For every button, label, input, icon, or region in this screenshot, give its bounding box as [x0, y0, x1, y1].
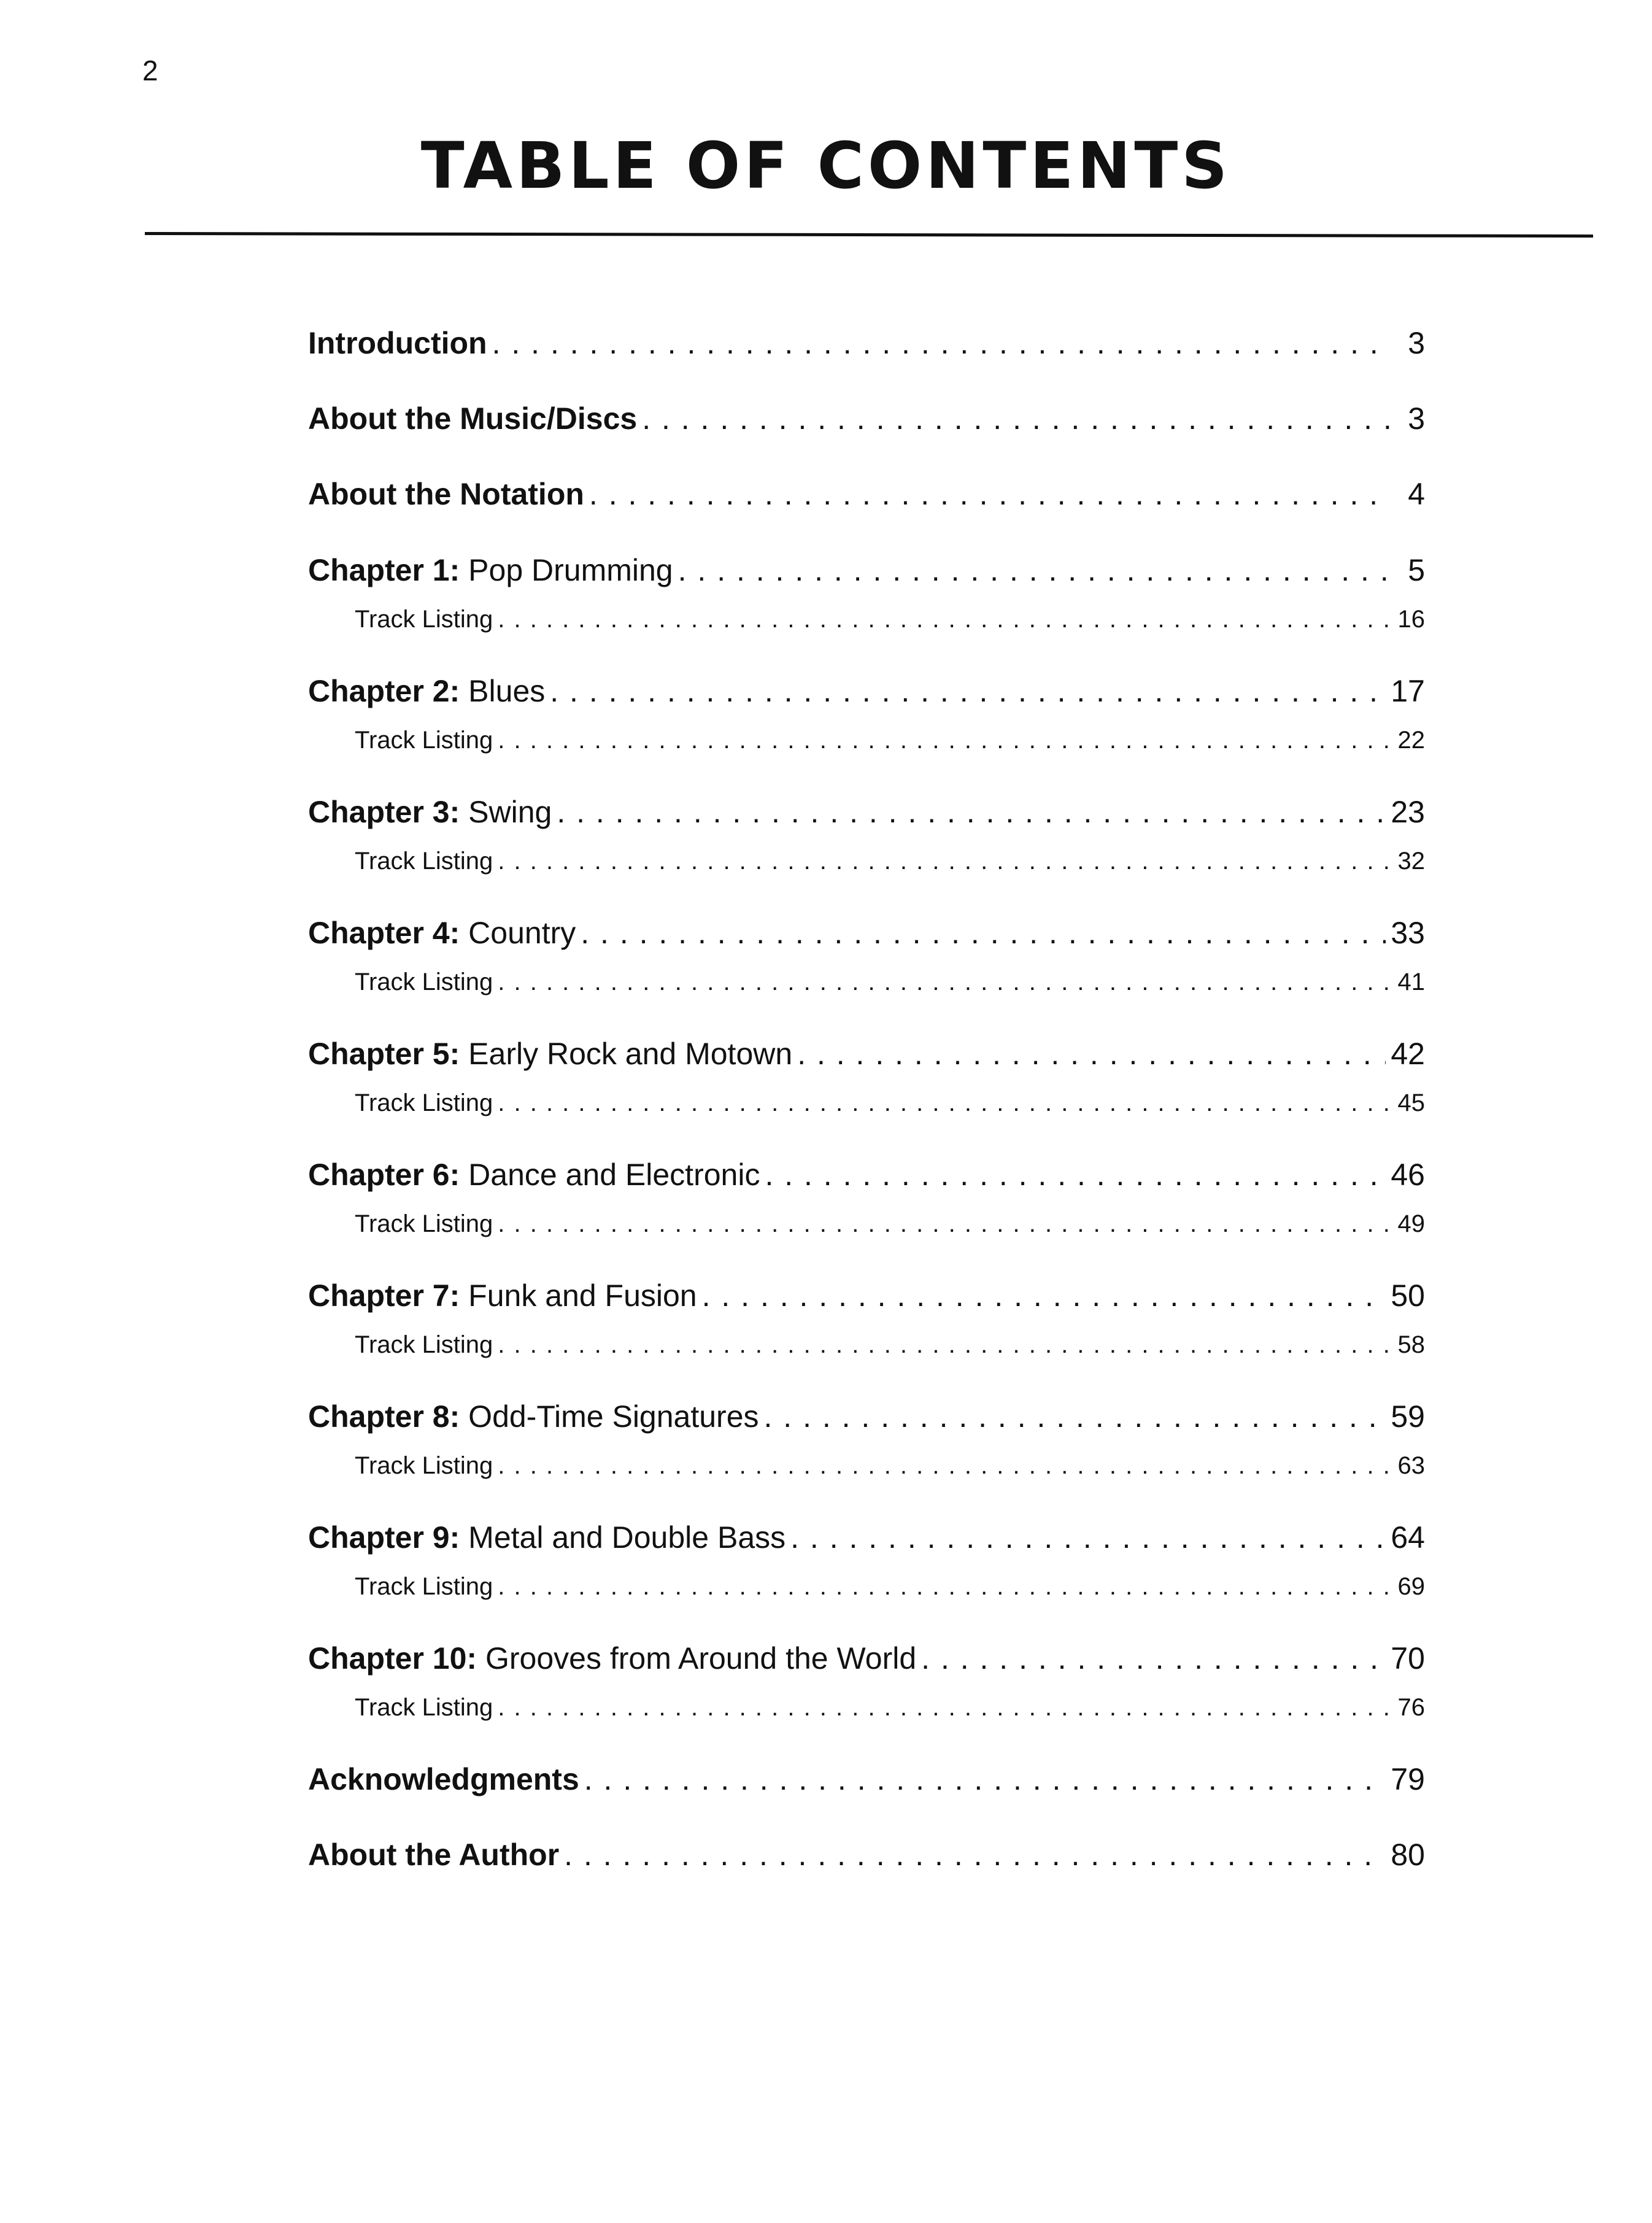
- chapter-number: Chapter 7:: [308, 1278, 460, 1313]
- toc-entry-page: 45: [1397, 1089, 1425, 1116]
- dot-leaders: [581, 915, 1386, 951]
- toc-entry-chapter-6-tracks[interactable]: [355, 1206, 1425, 1238]
- toc-entry-label: Track Listing: [355, 1089, 493, 1116]
- toc-entry-page: 64: [1391, 1520, 1425, 1555]
- toc-entry-about-notation[interactable]: [308, 470, 1425, 512]
- toc-entry-label: Blues: [468, 674, 546, 708]
- toc-entry-label: Swing: [468, 795, 552, 829]
- toc-entry-page: 22: [1397, 727, 1425, 754]
- toc-entry-chapter-6[interactable]: [308, 1151, 1425, 1193]
- toc-entry-label: Track Listing: [355, 968, 493, 996]
- toc-entry-label: About the Author: [308, 1838, 560, 1872]
- dot-leaders: [797, 1036, 1386, 1072]
- dot-leaders: [589, 476, 1389, 512]
- toc-entry-page: 5: [1408, 553, 1425, 587]
- dot-leaders: [498, 1089, 1389, 1117]
- toc-entry-label: Track Listing: [355, 606, 493, 633]
- chapter-number: Chapter 9:: [308, 1520, 460, 1555]
- dot-leaders: [498, 1452, 1389, 1480]
- toc-entry-chapter-9-tracks[interactable]: [355, 1569, 1425, 1601]
- dot-leaders: [498, 848, 1389, 875]
- toc-entry-about-author[interactable]: [308, 1831, 1425, 1873]
- chapter-number: Chapter 10:: [308, 1641, 477, 1676]
- toc-entry-page: 41: [1397, 968, 1425, 996]
- toc-entry-label: Track Listing: [355, 1452, 493, 1479]
- toc-entry-label: Track Listing: [355, 1694, 493, 1721]
- dot-leaders: [550, 673, 1386, 709]
- chapter-number: Chapter 2:: [308, 674, 460, 708]
- toc-entry-label: Early Rock and Motown: [468, 1037, 793, 1071]
- dot-leaders: [702, 1278, 1386, 1313]
- chapter-number: Chapter 4:: [308, 916, 460, 950]
- dot-leaders: [492, 325, 1389, 361]
- dot-leaders: [557, 794, 1386, 830]
- dot-leaders: [498, 1210, 1389, 1238]
- chapter-number: Chapter 8:: [308, 1399, 460, 1434]
- dot-leaders: [498, 1331, 1389, 1359]
- page-number: 2: [142, 55, 158, 87]
- dot-leaders: [642, 401, 1389, 436]
- chapter-number: Chapter 3:: [308, 795, 460, 829]
- toc-entry-chapter-3[interactable]: [308, 788, 1425, 830]
- dot-leaders: [498, 1694, 1389, 1722]
- toc-entry-chapter-1-tracks[interactable]: [355, 601, 1425, 633]
- toc-entry-page: 46: [1391, 1158, 1425, 1192]
- toc-entry-page: 17: [1391, 674, 1425, 708]
- toc-entry-chapter-10-tracks[interactable]: [355, 1690, 1425, 1722]
- title-rule: [145, 232, 1593, 238]
- toc-entry-about-music[interactable]: [308, 395, 1425, 436]
- dot-leaders: [765, 1157, 1386, 1193]
- toc-entry-chapter-4[interactable]: [308, 909, 1425, 951]
- dot-leaders: [498, 1573, 1389, 1601]
- toc-entry-label: Track Listing: [355, 1210, 493, 1237]
- toc-entry-page: 32: [1397, 848, 1425, 875]
- toc-entry-chapter-9[interactable]: [308, 1514, 1425, 1555]
- toc-entry-page: 79: [1391, 1762, 1425, 1796]
- dot-leaders: [921, 1641, 1386, 1676]
- toc-entry-label: Metal and Double Bass: [468, 1520, 786, 1555]
- toc-entry-label: Track Listing: [355, 848, 493, 875]
- toc-entry-chapter-1[interactable]: [308, 546, 1425, 588]
- dot-leaders: [498, 727, 1389, 754]
- dot-leaders: [584, 1761, 1386, 1797]
- toc-entry-label: Track Listing: [355, 1573, 493, 1600]
- toc-entry-chapter-5-tracks[interactable]: [355, 1085, 1425, 1117]
- toc-entry-label: Grooves from Around the World: [485, 1641, 917, 1676]
- toc-entry-page: 49: [1397, 1210, 1425, 1237]
- toc-entry-page: 63: [1397, 1452, 1425, 1479]
- dot-leaders: [564, 1837, 1386, 1873]
- dot-leaders: [790, 1520, 1386, 1555]
- toc-entry-page: 70: [1391, 1641, 1425, 1676]
- toc-entry-chapter-7-tracks[interactable]: [355, 1327, 1425, 1359]
- toc-entry-page: 59: [1391, 1399, 1425, 1434]
- chapter-number: Chapter 1:: [308, 553, 460, 587]
- toc-entry-introduction[interactable]: [308, 319, 1425, 361]
- dot-leaders: [678, 552, 1389, 588]
- toc-entry-chapter-4-tracks[interactable]: [355, 964, 1425, 996]
- page-title: TABLE OF CONTENTS: [420, 128, 1232, 203]
- chapter-number: Chapter 5:: [308, 1037, 460, 1071]
- toc-entry-chapter-7[interactable]: [308, 1272, 1425, 1313]
- toc-entry-page: 33: [1391, 916, 1425, 950]
- toc-entry-label: Funk and Fusion: [468, 1278, 697, 1313]
- toc-entry-page: 3: [1408, 326, 1425, 360]
- toc-entry-label: Track Listing: [355, 727, 493, 754]
- toc-entry-label: About the Music/Discs: [308, 401, 638, 436]
- toc-entry-label: Dance and Electronic: [468, 1158, 760, 1192]
- toc-entry-page: 50: [1391, 1278, 1425, 1313]
- toc-entry-chapter-2[interactable]: [308, 667, 1425, 709]
- toc-entry-page: 23: [1391, 795, 1425, 829]
- toc-entry-chapter-8[interactable]: [308, 1393, 1425, 1434]
- toc-entry-page: 3: [1408, 401, 1425, 436]
- dot-leaders: [764, 1399, 1386, 1434]
- toc-entry-page: 69: [1397, 1573, 1425, 1600]
- toc-entry-label: About the Notation: [308, 477, 584, 511]
- toc-entry-label: Acknowledgments: [308, 1762, 579, 1796]
- toc-entry-chapter-10[interactable]: [308, 1634, 1425, 1676]
- toc-entry-page: 76: [1397, 1694, 1425, 1721]
- toc-entry-page: 58: [1397, 1331, 1425, 1358]
- toc-entry-label: Introduction: [308, 326, 487, 360]
- toc-entry-label: Odd-Time Signatures: [468, 1399, 759, 1434]
- toc-entry-page: 42: [1391, 1037, 1425, 1071]
- toc-entry-chapter-8-tracks[interactable]: [355, 1448, 1425, 1480]
- toc-entry-chapter-2-tracks[interactable]: [355, 722, 1425, 754]
- toc-entry-chapter-3-tracks[interactable]: [355, 843, 1425, 875]
- toc-entry-label: Pop Drumming: [468, 553, 673, 587]
- toc-entry-acknowledgments[interactable]: [308, 1755, 1425, 1797]
- toc-entry-label: Country: [468, 916, 576, 950]
- dot-leaders: [498, 606, 1389, 633]
- toc-entry-label: Track Listing: [355, 1331, 493, 1358]
- toc-entry-page: 4: [1408, 477, 1425, 511]
- toc-entry-page: 16: [1397, 606, 1425, 633]
- toc-entry-chapter-5[interactable]: [308, 1030, 1425, 1072]
- dot-leaders: [498, 968, 1389, 996]
- chapter-number: Chapter 6:: [308, 1158, 460, 1192]
- toc-entry-page: 80: [1391, 1838, 1425, 1872]
